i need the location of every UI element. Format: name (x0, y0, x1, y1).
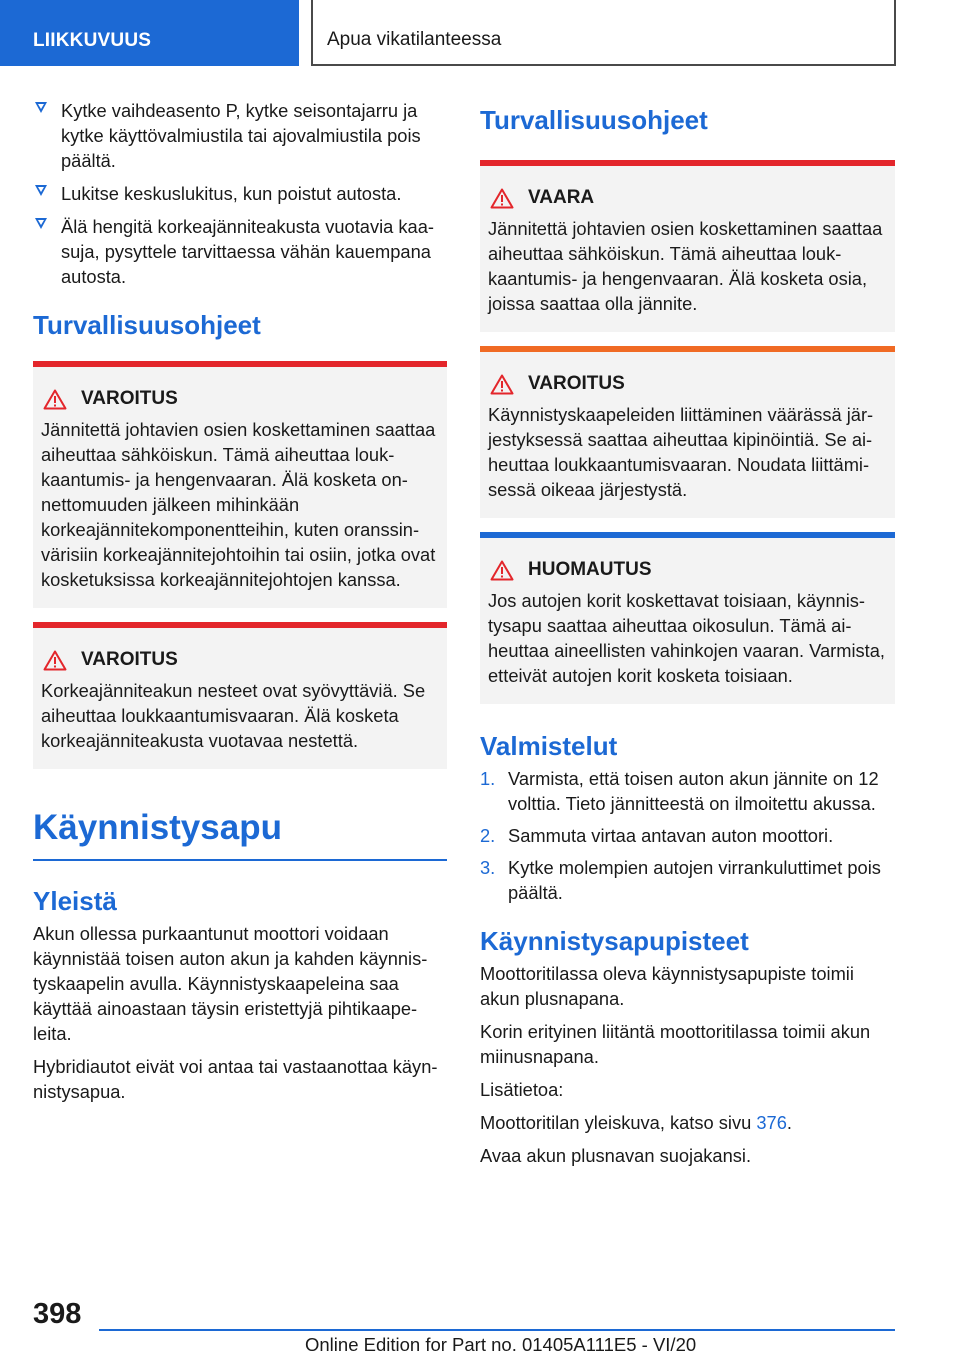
warning-triangle-icon (490, 560, 514, 581)
triangle-bullet-icon (35, 102, 47, 113)
heading-rule (33, 859, 447, 861)
prep-heading: Valmistelut (480, 731, 618, 761)
list-item: Lukitse keskuslukitus, kun poistut autosta. (33, 181, 447, 206)
triangle-bullet-icon (35, 185, 47, 196)
warning-title: VAROITUS (81, 388, 178, 409)
warning-title: VAROITUS (528, 373, 625, 394)
warning-box (33, 622, 447, 769)
list-item: 2. Sammuta virtaa antavan auton moottori. (480, 825, 834, 846)
chapter-title: Apua vikatilanteessa (327, 29, 502, 50)
warning-text: Käynnistyskaapeleiden liittäminen väärässä järjestyksessä saattaa aiheuttaa kipinöintiä. Se aiheuttaa loukkaantumisvaaran. Noudata liittämisessä oikeaa järjestystä. (488, 404, 874, 500)
notice-text: Jos autojen korit koskettavat toisiaan, käynnistysapu saattaa aiheuttaa oikosulun. Tämä aiheuttaa aineellisten vahinkojen vaaran. Varmista, etteivät autojen korit kosketa toisiaan. (488, 590, 886, 686)
section-tab (0, 0, 299, 66)
points-paragraph: Korin erityinen liitäntä moottoritilassa toimii akun miinusnapana. (480, 1021, 871, 1067)
reference-line: Moottoritilan yleiskuva, katso sivu 376. (480, 1112, 792, 1133)
points-paragraph: Avaa akun plusnavan suojakansi. (480, 1145, 752, 1166)
right-column (480, 98, 895, 1168)
hybrid-paragraph: Hybridiautot eivät voi antaa tai vastaanottaa käynnistysapua. (33, 1056, 438, 1102)
list-item: Kytke vaihdeasento P, kytke seisontajarru ja kytke käyttövalmiustila tai ajovalmiustila pois päältä. (33, 98, 447, 173)
triangle-bullet-icon (35, 218, 47, 229)
general-paragraph: Akun ollessa purkaantunut moottori voidaan käynnistää toisen auton akun ja kahden käynnistyskaapelin avulla. Käynnistyskaapeleina saa käyttää ainoastaan täysin eristettyjä pihtikaapeleita. (33, 923, 428, 1044)
notice-title: HUOMAUTUS (528, 559, 652, 580)
general-heading: Yleistä (33, 886, 117, 916)
warning-triangle-icon (43, 650, 67, 671)
section-title: LIIKKUVUUS (33, 30, 152, 51)
points-heading: Käynnistysapupisteet (480, 926, 749, 956)
warning-box (33, 361, 447, 608)
notice-box (480, 532, 895, 704)
list-item: 1. Varmista, että toisen auton akun jännite on 12 volttia. Tieto jännitteestä on ilmoitettu akussa. (480, 768, 879, 814)
precaution-list (33, 98, 447, 289)
footer-rule (99, 1329, 895, 1331)
warning-box (480, 346, 895, 518)
warning-triangle-icon (43, 389, 67, 410)
page-reference-link[interactable]: 376 (756, 1112, 787, 1133)
main-heading: Käynnistysapu (33, 808, 282, 847)
warning-title: VAROITUS (81, 649, 178, 670)
warning-text: Jännitettä johtavien osien koskettaminen saattaa aiheuttaa sähköiskun. Tämä aiheuttaa loukkaantumis- ja hengenvaaran. Älä kosketa onnettomuuden jälkeen mihinkään korkeajännitekomponentteihin, kuten oranssinvärisiin korkeajännitejohtoihin tai osiin, jotka ovat kosketuksissa korkeajännitejohtojen kanssa. (41, 419, 436, 590)
chapter-tab (311, 0, 896, 66)
warning-triangle-icon (490, 374, 514, 395)
prep-steps (480, 766, 895, 905)
danger-title: VAARA (528, 187, 595, 208)
warning-text: Korkeajänniteakun nesteet ovat syövyttäviä. Se aiheuttaa loukkaantumisvaaran. Älä kosketa korkeajänniteakusta vuotavaa nestettä. (41, 680, 426, 751)
more-info-label: Lisätietoa: (480, 1079, 564, 1100)
danger-text: Jännitettä johtavien osien koskettaminen saattaa aiheuttaa sähköiskun. Tämä aiheuttaa loukkaantumis- ja hengenvaaran. Älä kosketa osia, joissa saattaa olla jännite. (488, 218, 883, 314)
list-item: Älä hengitä korkeajänniteakusta vuotavia kaasuja, pysyttele tarvittaessa vähän kauempana autosta. (33, 214, 447, 289)
safety-heading-right: Turvallisuusohjeet (480, 105, 708, 135)
list-item: 3. Kytke molempien autojen virrankuluttimet pois päältä. (480, 857, 881, 903)
left-column (33, 98, 447, 1104)
page-number: 398 (33, 1298, 82, 1330)
footer-edition: Online Edition for Part no. 01405A111E5 - VI/20 (305, 1334, 697, 1355)
safety-heading-left: Turvallisuusohjeet (33, 310, 261, 340)
danger-box (480, 160, 895, 332)
points-paragraph: Moottoritilassa oleva käynnistysapupiste toimii akun plusnapana. (480, 963, 854, 1009)
warning-triangle-icon (490, 188, 514, 209)
